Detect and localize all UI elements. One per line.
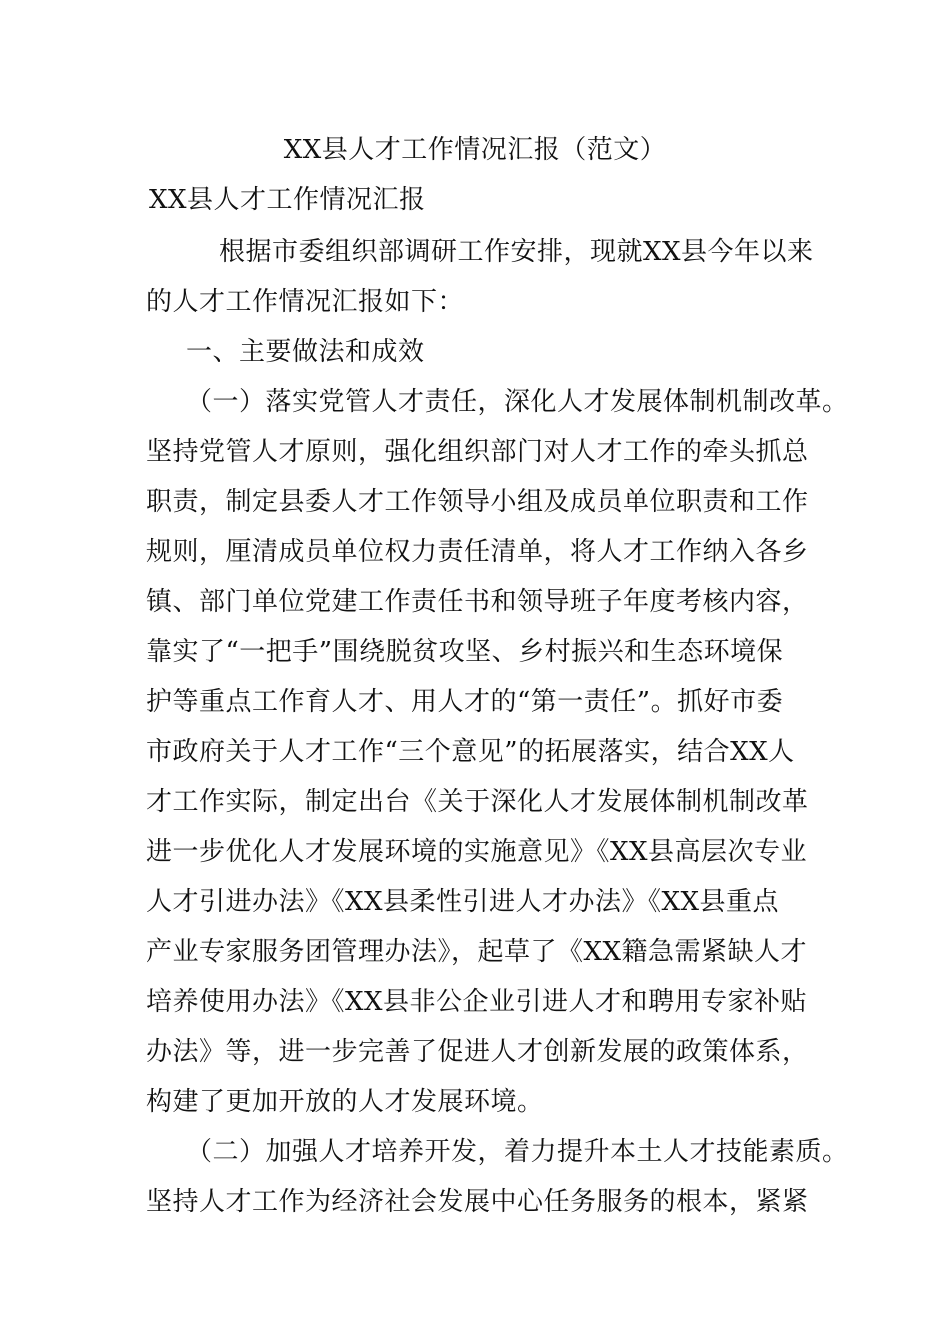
paragraph-line: 培养使用办法》《XX县非公企业引进人才和聘用专家补贴 — [146, 987, 808, 1017]
paragraph-line: 坚持人才工作为经济社会发展中心任务服务的根本，紧紧 — [146, 1187, 809, 1217]
paragraph-line: （一）落实党管人才责任，深化人才发展体制机制改革。 — [186, 387, 849, 417]
section-heading: 一、主要做法和成效 — [186, 337, 425, 367]
paragraph-line: 职责，制定县委人才工作领导小组及成员单位职责和工作 — [146, 487, 809, 517]
paragraph-line: 构建了更加开放的人才发展环境。 — [146, 1087, 544, 1117]
paragraph-line: 市政府关于人才工作“三个意见”的拓展落实，结合XX人 — [146, 737, 795, 767]
intro-line: 的人才工作情况汇报如下： — [146, 287, 465, 317]
paragraph-line: 坚持党管人才原则，强化组织部门对人才工作的牵头抓总 — [146, 437, 809, 467]
paragraph-line: （二）加强人才培养开发，着力提升本土人才技能素质。 — [186, 1137, 849, 1167]
paragraph-line: 靠实了“一把手”围绕脱贫攻坚、乡村振兴和生态环境保 — [146, 637, 784, 667]
document-title: XX县人才工作情况汇报（范文） — [283, 135, 667, 165]
paragraph-line: 才工作实际，制定出台《关于深化人才发展体制机制改革 — [146, 787, 809, 817]
intro-line: 根据市委组织部调研工作安排，现就XX县今年以来 — [219, 237, 814, 267]
paragraph-line: 人才引进办法》《XX县柔性引进人才办法》《XX县重点 — [146, 887, 780, 917]
paragraph-line: 规则，厘清成员单位权力责任清单，将人才工作纳入各乡 — [146, 537, 809, 567]
paragraph-line: 进一步优化人才发展环境的实施意见》《XX县高层次专业 — [146, 837, 808, 867]
document-subtitle: XX县人才工作情况汇报 — [149, 185, 426, 215]
paragraph-line: 办法》等，进一步完善了促进人才创新发展的政策体系， — [146, 1037, 809, 1067]
paragraph-line: 镇、部门单位党建工作责任书和领导班子年度考核内容， — [146, 587, 809, 617]
paragraph-line: 护等重点工作育人才、用人才的“第一责任”。抓好市委 — [146, 687, 784, 717]
paragraph-line: 产业专家服务团管理办法》，起草了《XX籍急需紧缺人才 — [146, 937, 808, 967]
